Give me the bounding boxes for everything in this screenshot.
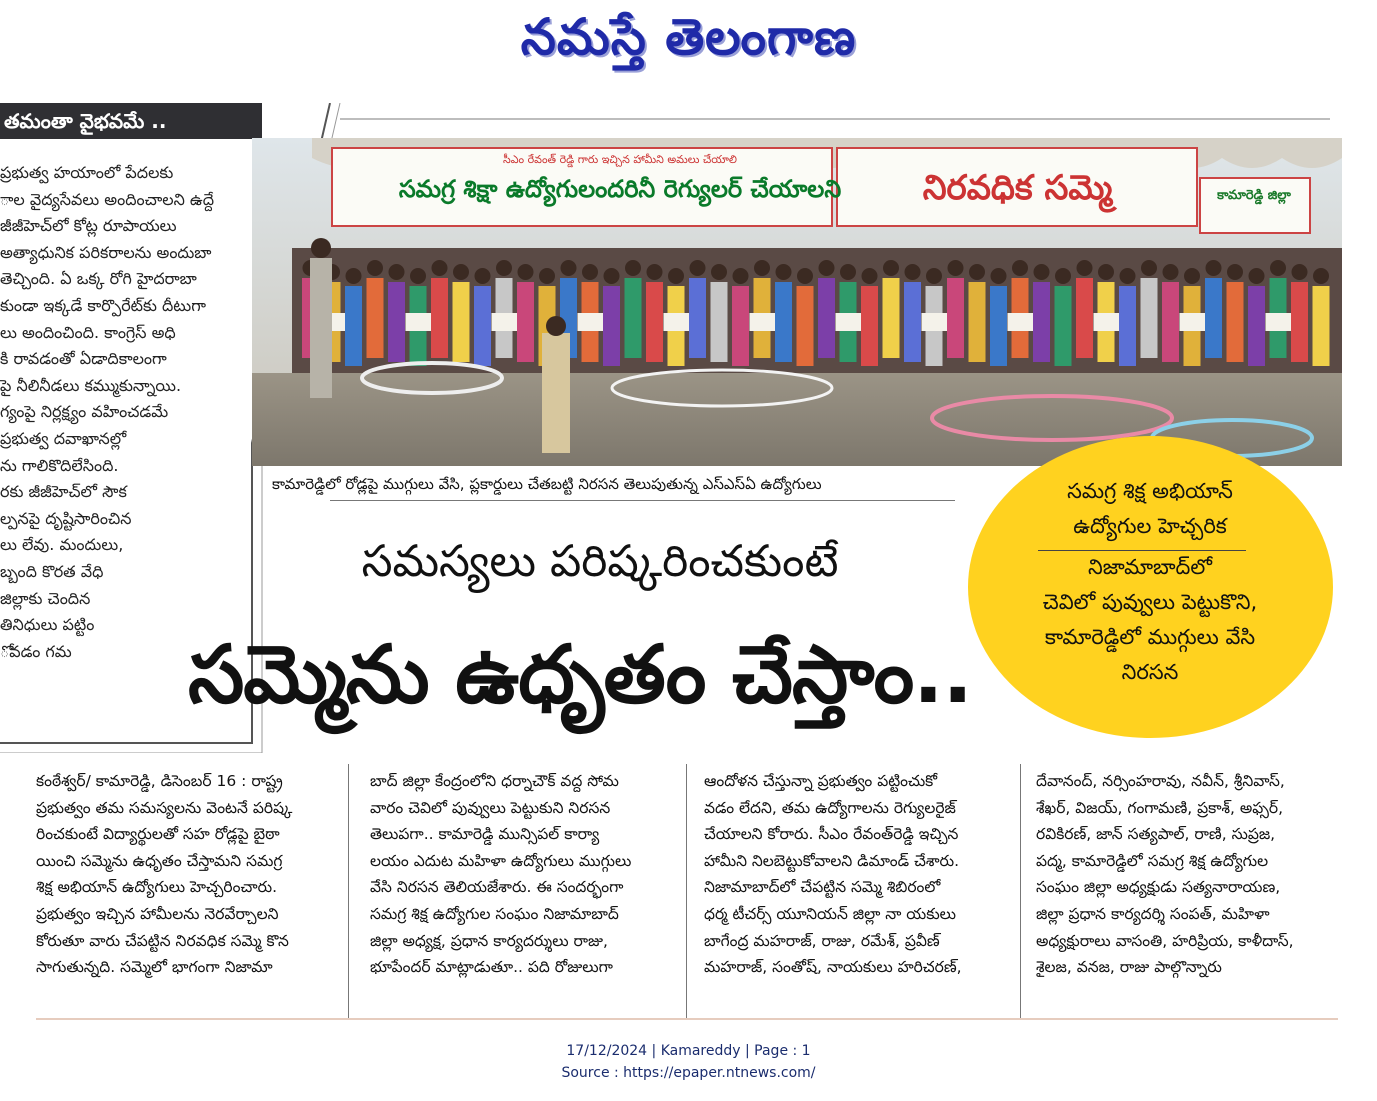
left-story-line: ను గాలికొదిలేసింది. [0, 455, 119, 475]
crowd-head [539, 268, 555, 284]
crowd-head [1270, 260, 1286, 276]
crowd-head [1206, 260, 1222, 276]
crowd-head [1012, 260, 1028, 276]
crowd-figure [818, 278, 835, 358]
crowd-head [754, 260, 770, 276]
crowd-head [625, 260, 641, 276]
left-story-line: గ్యంపై నిర్లక్ష్యం వహించడమే [0, 402, 169, 422]
body-line: బాగేంద్ర మహరాజ్, రాజు, రమేశ్, ప్రవీణ్ [704, 931, 940, 950]
placard [1266, 313, 1292, 331]
body-line: సాగుతున్నది. సమ్మెలో భాగంగా నిజామా [36, 958, 273, 977]
crowd-head [926, 268, 942, 284]
left-story-line: తెచ్చింది. ఏ ఒక్క రోగి హైదరాబా [0, 269, 197, 289]
body-line: అధ్యక్షురాలు వాసంతి, హరిప్రియ, కాళీదాస్, [1036, 931, 1294, 950]
body-line: శైలజ, వనజ, రాజు పాల్గొన్నారు [1036, 958, 1222, 977]
placard [664, 313, 690, 331]
crowd-figure [1291, 282, 1308, 362]
highlight-line: ఉద్యోగుల హెచ్చరిక [1073, 514, 1227, 538]
column-divider [348, 764, 349, 1020]
crowd-head [1313, 268, 1329, 284]
crowd-head [1163, 264, 1179, 280]
banner-tag-text: కామారెడ్డి జిల్లా [1217, 188, 1291, 203]
crowd-figure [1205, 278, 1222, 358]
body-line: ధర్మ టీచర్స్ యూనియన్ జిల్లా నా యకులు [704, 904, 957, 923]
crowd-head [410, 268, 426, 284]
body-column-2 [370, 768, 682, 981]
left-story-line: అత్యాధునిక పరికరాలను అందుబా [0, 242, 212, 262]
crowd-figure [1055, 286, 1072, 366]
left-story-line: బ్బంది కొరత వేధి [0, 561, 104, 581]
crowd-head [668, 268, 684, 284]
crowd-figure [1313, 286, 1330, 366]
crowd-figure [367, 278, 384, 358]
footer-source-link[interactable]: Source : https://epaper.ntnews.com/ [561, 1065, 816, 1081]
crowd-head [1227, 264, 1243, 280]
crowd-figure [431, 278, 448, 358]
crowd-head [819, 260, 835, 276]
crowd-head [1184, 268, 1200, 284]
crowd-head [905, 264, 921, 280]
highlight-line: చెవిలో పువ్వులు పెట్టుకొని, [1042, 590, 1258, 614]
left-story-line: కుండా ఇక్కడే కార్పొరేట్‌కు దీటుగా [0, 295, 206, 315]
body-line: బాద్ జిల్లా కేంద్రంలోని ధర్నాచౌక్ వద్ద సోమ [370, 772, 619, 790]
body-line: రించకుంటే విద్యార్థులతో సహ రోడ్లపై బైఠా [36, 825, 280, 844]
crowd-figure [732, 286, 749, 366]
crowd-figure [453, 282, 470, 362]
crowd-head [518, 264, 534, 280]
crowd-head [948, 260, 964, 276]
crowd-head [969, 264, 985, 280]
placard [1180, 313, 1206, 331]
body-line: వేసి నిరసన తెలియజేశారు. ఈ సందర్భంగా [370, 878, 624, 897]
body-line: తెలుపగా.. కామారెడ్డి మున్సిపల్ కార్యా [370, 825, 600, 844]
banner-right-text: నిరవధిక సమ్మె [922, 168, 1113, 208]
left-story-line: లు లేవు. మందులు, [0, 535, 124, 555]
body-line: కోరుతూ వారు చేపట్టిన నిరవధిక సమ్మె కొన [36, 931, 289, 950]
crowd-figure [646, 282, 663, 362]
placard [1008, 313, 1034, 331]
crowd-figure [603, 286, 620, 366]
body-line: సంఘం జిల్లా అధ్యక్షుడు సత్యనారాయణ, [1036, 878, 1281, 897]
main-headline[interactable]: సమ్మెను ఉధృతం చేస్తాం.. [188, 628, 972, 721]
left-story-line: తినిధులు పట్టిం [0, 615, 95, 635]
left-story-line: కి రావడంతో ఏడాదికాలంగా [0, 349, 167, 369]
footer [0, 1040, 1377, 1084]
footer-date-page: 17/12/2024 | Kamareddy | Page : 1 [566, 1043, 811, 1059]
body-line: ప్రభుత్వం ఇచ్చిన హామీలను నెరవేర్చాలని [36, 904, 279, 923]
crowd-head [1292, 264, 1308, 280]
body-line: మహరాజ్, సంతోష్, నాయకులు హరిచరణ్, [704, 958, 962, 977]
crowd-figure [517, 282, 534, 362]
crowd-head [346, 268, 362, 284]
crowd-head [862, 268, 878, 284]
placard [492, 313, 518, 331]
crowd-figure [1119, 286, 1136, 366]
crowd-head [1098, 264, 1114, 280]
body-line: వడం లేదని, తమ ఉద్యోగాలను రెగ్యులరైజ్ [704, 798, 956, 817]
crowd-figure [625, 278, 642, 358]
crowd-head [367, 260, 383, 276]
crowd-figure [1033, 282, 1050, 362]
placard [1094, 313, 1120, 331]
masthead-rule [340, 118, 1330, 120]
body-line: సమగ్ర శిక్ష ఉద్యోగుల సంఘం నిజామాబాద్ [370, 904, 619, 923]
crowd-head [840, 264, 856, 280]
body-line: ప్రభుత్వం తమ సమస్యలను వెంటనే పరిష్క [36, 798, 293, 817]
crowd-head [1249, 268, 1265, 284]
crowd-head [582, 264, 598, 280]
placard [836, 313, 862, 331]
banner-main-text: సమగ్ర శిక్షా ఉద్యోగులందరినీ రెగ్యులర్ చేయాలని [398, 175, 842, 203]
left-story-line: లు అందించింది. కాంగ్రెస్ అధి [0, 322, 176, 342]
crowd-head [1034, 264, 1050, 280]
crowd-figure [883, 278, 900, 358]
masthead-logo[interactable]: నమస్తే తెలంగాణ [520, 8, 857, 66]
body-column-4 [1036, 768, 1348, 981]
crowd-head [711, 264, 727, 280]
crowd-head [432, 260, 448, 276]
banner-text-area [335, 153, 905, 223]
body-column-3 [704, 768, 1016, 981]
crowd-figure [947, 278, 964, 358]
crowd-figure [904, 282, 921, 362]
crowd-figure [1227, 282, 1244, 362]
crowd-head [561, 260, 577, 276]
left-story-line: ల్పనపై దృష్టిసారించిన [0, 508, 132, 528]
body-line: హామీని నిలబెట్టుకోవాలని డిమాండ్ చేశారు. [704, 851, 959, 870]
left-story-line: ప్రభుత్వ హయాంలో పేదలకు [0, 163, 174, 182]
body-line: లయం ఎదుట మహిళా ఉద్యోగులు ముగ్గులు [370, 851, 632, 870]
body-line: వారం చెవిలో పువ్వులు పెట్టుకుని నిరసన [370, 798, 611, 817]
crowd-figure [1248, 286, 1265, 366]
crowd-figure [861, 286, 878, 366]
crowd-head [1120, 268, 1136, 284]
crowd-head [604, 268, 620, 284]
crowd-head [991, 268, 1007, 284]
body-column-1 [36, 768, 348, 981]
column-divider [686, 764, 687, 1020]
crowd-head [475, 268, 491, 284]
crowd-head [776, 264, 792, 280]
placard [578, 313, 604, 331]
highlight-line: నిజామాబాద్‌లో [1088, 555, 1212, 579]
body-line: శేఖర్, విజయ్, గంగామణి, ప్రకాశ్, అఫ్సర్, [1036, 798, 1283, 817]
body-line: యించి సమ్మెను ఉధృతం చేస్తామని సమగ్ర [36, 851, 283, 870]
left-story-line: జిల్లాకు చెందిన [0, 588, 91, 608]
column-divider [1020, 764, 1021, 1020]
bottom-rule [36, 1018, 1338, 1020]
left-story-line: రకు జీజీహెచ్‌లో సౌక [0, 482, 127, 502]
crowd-head [1055, 268, 1071, 284]
body-line: భూపేందర్ మాట్లాడుతూ.. పది రోజులుగా [370, 958, 613, 977]
crowd-head [1141, 260, 1157, 276]
highlight-separator [1038, 550, 1246, 551]
crowd-figure [775, 282, 792, 362]
crowd-figure [797, 286, 814, 366]
crowd-figure [689, 278, 706, 358]
crowd-head [1077, 260, 1093, 276]
crowd-head [797, 268, 813, 284]
placard [750, 313, 776, 331]
crowd-figure [711, 282, 728, 362]
highlight-line: కామారెడ్డిలో ముగ్గులు వేసి [1044, 625, 1256, 649]
left-story-line: జీజీహెచ్‌లో కోట్ల రూపాయలు [0, 216, 177, 236]
banner-small-text: సీఎం రేవంత్ రెడ్డి గారు ఇచ్చిన హామీని అమలు చేయాలి [503, 153, 737, 166]
left-story-heading[interactable]: తమంతా వైభవమే .. [0, 103, 262, 139]
crowd-head [883, 260, 899, 276]
body-line: చేయాలని కోరారు. సీఎం రేవంత్‌రెడ్డి ఇచ్చిన [704, 825, 959, 844]
crowd-figure [969, 282, 986, 362]
left-story-line: ోవడం గమ [0, 641, 72, 661]
body-line: కంఠేశ్వర్/ కామారెడ్డి, డిసెంబర్ 16 : రాష్ట్ర [36, 772, 283, 790]
crowd-head [453, 264, 469, 280]
body-line: రవికిరణ్, జాన్ సత్యపాల్, రాణి, సుప్రజ, [1036, 825, 1276, 844]
body-line: దేవానంద్, నర్సింహరావు, నవీన్, శ్రీనివాస్, [1036, 772, 1285, 790]
body-line: పద్మ, కామారెడ్డిలో సమగ్ర శిక్ష ఉద్యోగుల [1036, 851, 1269, 870]
caption-rule [330, 500, 955, 501]
body-line: నిజామాబాద్‌లో చేపట్టిన సమ్మె శిబిరంలో [704, 878, 941, 897]
left-story-line: పై నీలినీడలు కమ్ముకున్నాయి. [0, 375, 182, 395]
body-line: శిక్ష అభియాన్ ఉద్యోగులు హెచ్చరించారు. [36, 878, 278, 897]
crowd-head [690, 260, 706, 276]
highlight-line: సమగ్ర శిక్ష అభియాన్ [1067, 479, 1233, 503]
photo-caption: కామారెడ్డిలో రోడ్లపై ముగ్గులు వేసి, ప్లకార్డులు చేతబట్టి నిరసన తెలుపుతున్న ఎస్ఎస్ఏ ఉద్యోగులు [272, 475, 822, 493]
crowd-figure [990, 286, 1007, 366]
crowd-figure [1076, 278, 1093, 358]
placard [922, 313, 948, 331]
highlight-line: నిరసన [1121, 660, 1179, 684]
crowd-figure [345, 286, 362, 366]
body-line: ఆందోళన చేస్తున్నా ప్రభుత్వం పట్టించుకో [704, 772, 938, 790]
crowd-head [733, 268, 749, 284]
highlight-text [980, 474, 1320, 690]
crowd-head [496, 260, 512, 276]
crowd-head [389, 264, 405, 280]
crowd-head [647, 264, 663, 280]
crowd-figure [388, 282, 405, 362]
body-line: జిల్లా అధ్యక్ష, ప్రధాన కార్యదర్శులు రాజు, [370, 931, 608, 950]
deck-headline[interactable]: సమస్యలు పరిష్కరించకుంటే [361, 536, 839, 587]
placard [406, 313, 432, 331]
crowd-figure [474, 286, 491, 366]
crowd-figure [1162, 282, 1179, 362]
crowd-figure [1141, 278, 1158, 358]
left-story-line: ప్రభుత్వ దవాఖానల్లో [0, 428, 127, 448]
left-story-line: ాల వైద్యసేవలు అందించాలని ఉద్దే [0, 189, 214, 209]
body-line: జిల్లా ప్రధాన కార్యదర్శి సంపత్, మహిళా [1036, 904, 1270, 923]
